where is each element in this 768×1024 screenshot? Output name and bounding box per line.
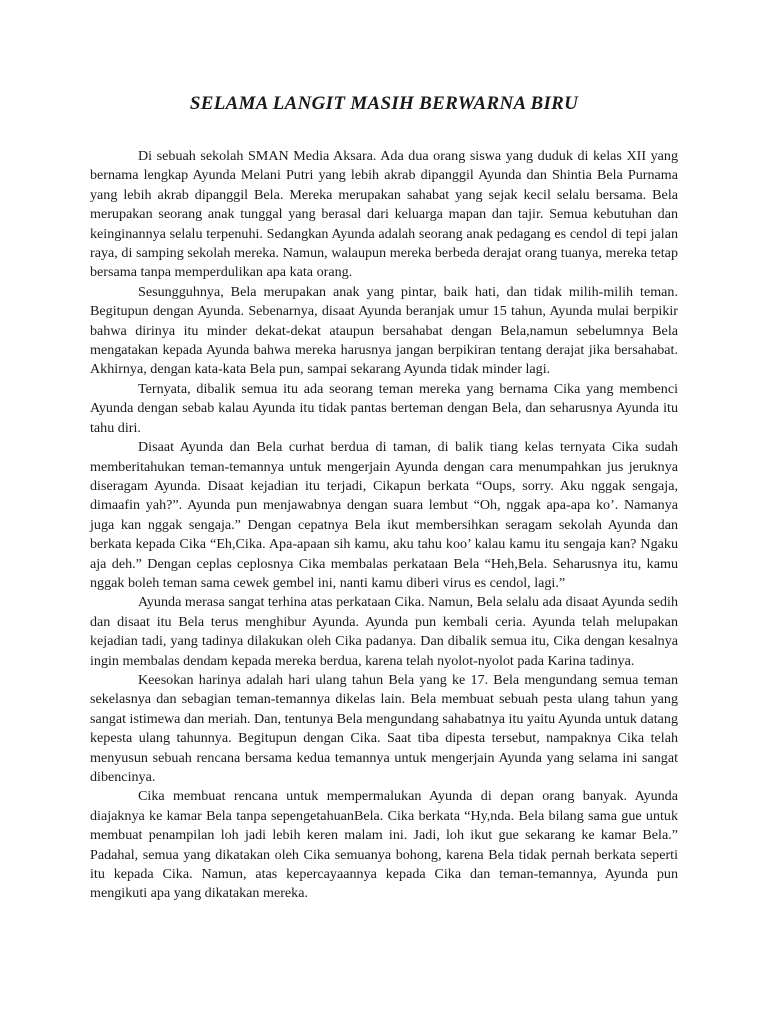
paragraph-1: Di sebuah sekolah SMAN Media Aksara. Ada dua orang siswa yang duduk di kelas XII yang bernama lengkap Ayunda Melani Putri yang lebih akrab dipanggil Ayunda dan Shintia Bela Purnama yang lebih akrab dipanggil Bela. Mereka merupakan sahabat yang sejak kecil selalu bersama. Bela merupakan seorang anak tunggal yang berasal dari keluarga mapan dan tajir. Semua kebutuhan dan keinginannya selalu terpenuhi. Sedangkan Ayunda adalah seorang anak pedagang es cendol di tepi jalan raya, di samping sekolah mereka. Namun, walaupun mereka berbeda derajat orang tuanya, mereka tetap bersama tanpa memperdulikan apa kata orang.: [90, 148, 678, 281]
document-page: [90, 92, 678, 904]
paragraph-3: Ternyata, dibalik semua itu ada seorang teman mereka yang bernama Cika yang membenci Ayunda dengan sebab kalau Ayunda itu tidak pantas berteman dengan Bela, dan seharusnya Ayunda itu tahu diri.: [90, 380, 678, 436]
paragraph-4: Disaat Ayunda dan Bela curhat berdua di taman, di balik tiang kelas ternyata Cika sudah memberitahukan teman-temannya untuk mengerjain Ayunda dengan cara menumpahkan jus jeruknya diseragam Ayunda. Disaat kejadian itu terjadi, Cikapun berkata “Oups, sorry. Aku nggak sengaja, dimaafin yah?”. Ayunda pun menjawabnya dengan suara lembut “Oh, nggak apa-apa ko’. Namanya juga kan nggak sengaja.” Dengan cepatnya Bela ikut membersihkan seragam sekolah Ayunda dan berkata kepada Cika “Eh,Cika. Apa-apaan sih kamu, aku tahu koo’ kalau kamu itu sengaja kan? Ngaku aja deh.” Dengan ceplas ceplosnya Cika membalas perkataan Bela “Heh,Bela. Seharusnya itu, kamu nggak boleh teman sama cewek gembel ini, nanti kamu diberi virus es cendol, lagi.”: [90, 439, 678, 591]
story-title: SELAMA LANGIT MASIH BERWARNA BIRU: [189, 93, 579, 114]
paragraph-2: Sesungguhnya, Bela merupakan anak yang pintar, baik hati, dan tidak milih-milih teman. Begitupun dengan Ayunda. Sebenarnya, disaat Ayunda beranjak umur 15 tahun, Ayunda mulai berpikir bahwa dirinya itu minder dekat-dekat ataupun bersahabat dengan Bela,namun sebelumnya Bela mengatakan kepada Ayunda bahwa mereka harusnya jangan berpikiran tentang derajat jika bersahabat. Akhirnya, dengan kata-kata Bela pun, sampai sekarang Ayunda tidak minder lagi.: [90, 283, 678, 378]
paragraph-7: Cika membuat rencana untuk mempermalukan Ayunda di depan orang banyak. Ayunda diajaknya ke kamar Bela tanpa sepengetahuanBela. Cika berkata “Hy,nda. Bela bilang sama gue untuk membuat penampilan loh jadi lebih keren malam ini. Jadi, loh ikut gue sekarang ke kamar Bela.” Padahal, semua yang dikatakan oleh Cika semuanya bohong, karena Bela tidak pernah berkata seperti itu kepada Cika. Namun, atas kepercayaannya kepada Cika dan teman-temannya, Ayunda pun mengikuti apa yang dikatakan mereka.: [90, 788, 678, 902]
paragraph-5: Ayunda merasa sangat terhina atas perkataan Cika. Namun, Bela selalu ada disaat Ayunda sedih dan disaat itu Bela terus menghibur Ayunda. Ayunda pun kembali ceria. Ayunda telah melupakan kejadian tadi, yang tadinya dilakukan oleh Cika padanya. Dan dibalik semua itu, Cika dengan kesalnya ingin membalas dendam kepada mereka berdua, karena telah nyolot-nyolot pada Karina tadinya.: [90, 594, 678, 669]
paragraph-6: Keesokan harinya adalah hari ulang tahun Bela yang ke 17. Bela mengundang semua teman sekelasnya dan sebagian teman-temannya dikelas lain. Bela membuat sebuah pesta ulang tahun yang sangat istimewa dan meriah. Dan, tentunya Bela mengundang sahabatnya itu yaitu Ayunda untuk datang kepesta ulang tahunnya. Begitupun dengan Cika. Saat tiba dipesta tersebut, nampaknya Cika telah menyusun sebuah rencana bersama kedua temannya untuk mengerjain Ayunda yang selama ini sangat dibencinya.: [90, 671, 678, 785]
